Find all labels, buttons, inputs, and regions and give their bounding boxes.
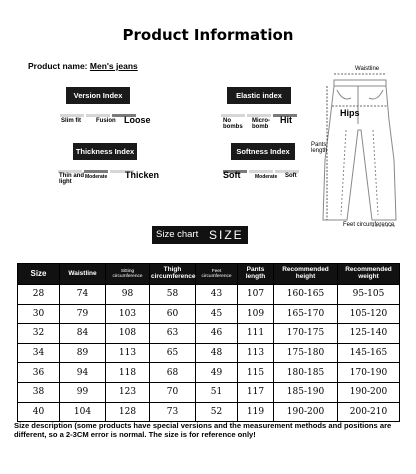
version-bar-slim: [60, 114, 84, 117]
table-cell: 125-140: [338, 324, 400, 344]
header-thigh-circumference: Thigh circumference: [150, 264, 196, 285]
table-row: [18, 363, 400, 383]
softness-option-soft-2: Soft: [285, 173, 297, 179]
table-cell: 160-165: [274, 285, 338, 305]
table-row: [18, 343, 400, 363]
elastic-bar-none: [221, 114, 245, 117]
thickness-index-label: Thickness Index: [73, 143, 137, 160]
table-cell: 79: [60, 304, 106, 324]
table-cell: 34: [18, 343, 60, 363]
table-cell: 38: [18, 382, 60, 402]
header-recommended-weight: Recommended weight: [338, 264, 400, 285]
table-cell: 63: [150, 324, 196, 344]
table-cell: 104: [60, 402, 106, 422]
table-cell: 111: [238, 324, 274, 344]
table-cell: 73: [150, 402, 196, 422]
thickness-option-moderate: Moderate: [85, 174, 108, 180]
table-cell: 46: [196, 324, 238, 344]
table-cell: 99: [60, 382, 106, 402]
table-cell: 103: [106, 304, 150, 324]
header-sitting-circumference: Sitting circumference: [106, 264, 150, 285]
table-cell: 36: [18, 363, 60, 383]
table-row: [18, 402, 400, 422]
table-cell: 128: [106, 402, 150, 422]
size-chart-label: Size chart: [156, 229, 199, 240]
table-cell: 117: [238, 382, 274, 402]
product-name-value: Men's jeans: [89, 61, 138, 71]
table-cell: 185-190: [274, 382, 338, 402]
header-recommended-height: Recommended height: [274, 264, 338, 285]
product-name: [28, 61, 138, 71]
page-title: Product Information: [122, 26, 294, 44]
table-row: [18, 324, 400, 344]
table-cell: 190-200: [338, 382, 400, 402]
pants-length-label: Pants length: [311, 142, 328, 154]
elastic-option-micro: Micro-bomb: [252, 118, 270, 131]
size-description-note: Size description (some products have special versions and the measurement methods and positions are different, so a 2-3CM error is normal. The size is for reference only!: [14, 421, 392, 440]
size-chart-big-label: SIZE: [209, 228, 244, 242]
softness-option-moderate: Moderate: [255, 174, 278, 180]
product-name-label: Product name:: [28, 61, 88, 71]
table-cell: 70: [150, 382, 196, 402]
header-size: Size: [18, 264, 60, 285]
thickness-index: [59, 143, 160, 203]
table-cell: 45: [196, 304, 238, 324]
table-cell: 107: [238, 285, 274, 305]
feet-circumference-label: Feet circumference: [343, 222, 395, 228]
table-cell: 200-210: [338, 402, 400, 422]
table-cell: 190-200: [274, 402, 338, 422]
version-index: [58, 87, 151, 147]
header-feet-circumference: Feet circumference: [196, 264, 238, 285]
table-cell: 105-120: [338, 304, 400, 324]
table-cell: 98: [106, 285, 150, 305]
table-cell: 165-170: [274, 304, 338, 324]
version-index-label: Version Index: [66, 87, 130, 104]
elastic-index: [219, 87, 299, 147]
table-cell: 175-180: [274, 343, 338, 363]
table-cell: 180-185: [274, 363, 338, 383]
table-cell: 109: [238, 304, 274, 324]
table-body: [18, 285, 400, 422]
table-cell: 51: [196, 382, 238, 402]
table-cell: 84: [60, 324, 106, 344]
table-cell: 145-165: [338, 343, 400, 363]
table-cell: 118: [106, 363, 150, 383]
table-cell: 30: [18, 304, 60, 324]
elastic-index-label: Elastic index: [227, 87, 291, 104]
table-cell: 89: [60, 343, 106, 363]
table-cell: 60: [150, 304, 196, 324]
elastic-option-none: No bombs: [223, 118, 243, 131]
table-cell: 48: [196, 343, 238, 363]
table-cell: 123: [106, 382, 150, 402]
table-row: [18, 382, 400, 402]
thickness-option-thicken: Thicken: [125, 170, 160, 180]
table-cell: 119: [238, 402, 274, 422]
version-option-slim: Slim fit: [61, 118, 82, 124]
table-cell: 68: [150, 363, 196, 383]
version-option-fusion: Fusion: [96, 118, 116, 124]
table-row: [18, 285, 400, 305]
version-bar-fusion: [86, 114, 110, 117]
table-cell: 65: [150, 343, 196, 363]
header-waistline: Waistline: [60, 264, 106, 285]
softness-index: [223, 143, 303, 203]
softness-option-soft: Soft: [223, 170, 241, 180]
hips-label: Hips: [340, 108, 360, 118]
waistline-label: Waistline: [355, 66, 380, 72]
table-cell: 74: [60, 285, 106, 305]
size-table: [17, 263, 400, 422]
table-cell: 49: [196, 363, 238, 383]
table-row: [18, 304, 400, 324]
table-cell: 28: [18, 285, 60, 305]
softness-bar-moderate: [249, 170, 273, 173]
table-cell: 113: [238, 343, 274, 363]
softness-index-label: Softness Index: [231, 143, 295, 160]
thickness-bar-moderate: [84, 170, 108, 173]
table-header-row: [18, 264, 400, 285]
table-cell: 94: [60, 363, 106, 383]
table-cell: 52: [196, 402, 238, 422]
elastic-option-hit: Hit: [280, 115, 292, 125]
table-cell: 40: [18, 402, 60, 422]
elastic-bar-micro: [247, 114, 271, 117]
thickness-option-thin: Thin and light: [59, 173, 84, 186]
version-option-loose: Loose: [124, 115, 151, 125]
table-cell: 32: [18, 324, 60, 344]
table-cell: 43: [196, 285, 238, 305]
table-cell: 95-105: [338, 285, 400, 305]
table-cell: 170-190: [338, 363, 400, 383]
jeans-diagram: [303, 60, 413, 235]
table-cell: 58: [150, 285, 196, 305]
table-cell: 115: [238, 363, 274, 383]
header-pants-length: Pants length: [238, 264, 274, 285]
table-cell: 108: [106, 324, 150, 344]
table-cell: 113: [106, 343, 150, 363]
size-chart-banner: [152, 226, 248, 244]
table-cell: 170-175: [274, 324, 338, 344]
